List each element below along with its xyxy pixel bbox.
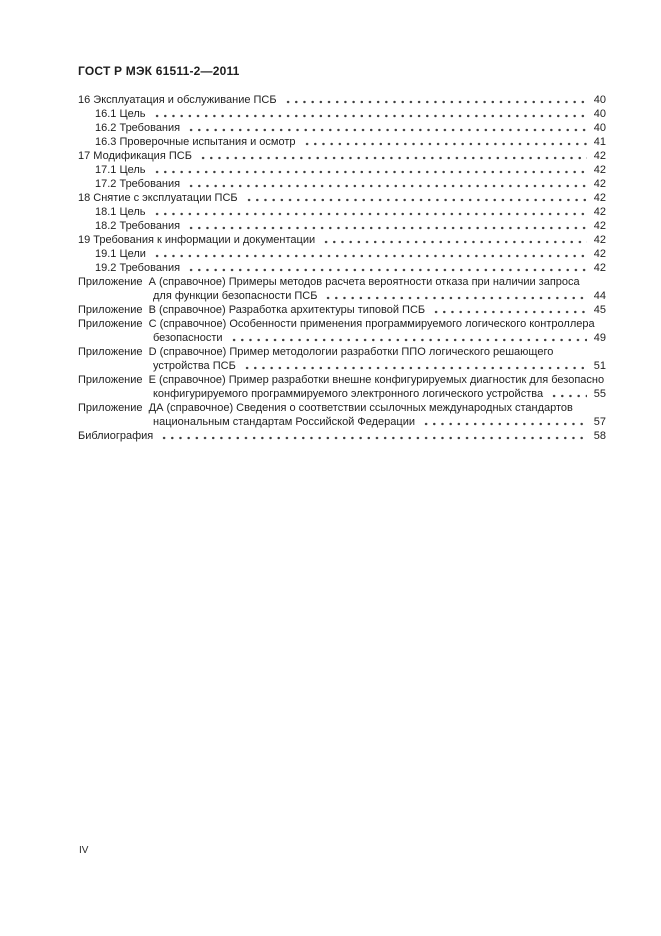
dot-leader bbox=[197, 149, 587, 163]
toc-entry bbox=[78, 247, 606, 261]
toc-page-number: 49 bbox=[593, 332, 606, 344]
toc-entry bbox=[78, 219, 606, 233]
toc-entry bbox=[78, 317, 606, 331]
toc-entry-label-continuation: безопасности bbox=[153, 332, 223, 344]
toc-entry-label-continuation: национальным стандартам Российской Федерации bbox=[153, 416, 415, 428]
toc-entry-label: 17.1 Цель bbox=[95, 164, 146, 176]
toc-entry-label: 16.2 Требования bbox=[95, 122, 181, 134]
toc-page-number: 42 bbox=[593, 150, 606, 162]
toc-entry-continuation bbox=[78, 289, 606, 303]
toc-entry bbox=[78, 345, 606, 359]
toc-page-number: 42 bbox=[593, 262, 606, 274]
toc-entry-label: Приложение А (справочное) Примеры методов расчета вероятности отказа при наличии запроса bbox=[78, 276, 580, 288]
toc-entry bbox=[78, 275, 606, 289]
toc-page-number: 42 bbox=[593, 248, 606, 260]
toc-entry-label: Приложение В (справочное) Разработка архитектуры типовой ПСБ bbox=[78, 304, 426, 316]
toc-entry bbox=[78, 205, 606, 219]
dot-leader bbox=[185, 121, 587, 135]
toc-page-number: 42 bbox=[593, 206, 606, 218]
toc-page-number: 55 bbox=[593, 388, 606, 400]
toc-page-number: 42 bbox=[593, 234, 606, 246]
toc-entry bbox=[78, 303, 606, 317]
toc-entry bbox=[78, 93, 606, 107]
dot-leader bbox=[243, 191, 587, 205]
dot-leader bbox=[301, 135, 587, 149]
dot-leader bbox=[322, 289, 587, 303]
document-header: ГОСТ Р МЭК 61511-2—2011 bbox=[78, 64, 240, 78]
toc-entry-label: 19.1 Цели bbox=[95, 248, 146, 260]
dot-leader bbox=[151, 163, 587, 177]
toc-entry-continuation bbox=[78, 359, 606, 373]
toc-entry-label: 16.1 Цель bbox=[95, 108, 146, 120]
toc-page-number: 51 bbox=[593, 360, 606, 372]
toc-entry-label: Приложение ДА (справочное) Сведения о соответствии ссылочных международных стандартов bbox=[78, 402, 573, 414]
toc-entry bbox=[78, 401, 606, 415]
toc-entry bbox=[78, 233, 606, 247]
toc-entry bbox=[78, 135, 606, 149]
dot-leader bbox=[430, 303, 587, 317]
toc-entry bbox=[78, 149, 606, 163]
toc-entry-label-continuation: для функции безопасности ПСБ bbox=[153, 290, 318, 302]
toc-page-number: 42 bbox=[593, 164, 606, 176]
table-of-contents bbox=[78, 93, 606, 443]
toc-page-number: 40 bbox=[593, 122, 606, 134]
dot-leader bbox=[185, 261, 587, 275]
toc-entry-label-continuation: конфигурируемого программируемого электронного логического устройства bbox=[153, 388, 544, 400]
toc-entry-label: Приложение С (справочное) Особенности применения программируемого логического контроллера bbox=[78, 318, 595, 330]
toc-page-number: 44 bbox=[593, 290, 606, 302]
dot-leader bbox=[320, 233, 587, 247]
dot-leader bbox=[185, 219, 587, 233]
toc-page-number: 42 bbox=[593, 192, 606, 204]
toc-entry bbox=[78, 177, 606, 191]
toc-entry-label: Библиография bbox=[78, 430, 154, 442]
toc-entry bbox=[78, 191, 606, 205]
dot-leader bbox=[158, 429, 587, 443]
dot-leader bbox=[185, 177, 587, 191]
toc-entry-label: 17.2 Требования bbox=[95, 178, 181, 190]
toc-entry-label: 18.2 Требования bbox=[95, 220, 181, 232]
toc-entry-label: 17 Модификация ПСБ bbox=[78, 150, 192, 162]
toc-page-number: 40 bbox=[593, 94, 606, 106]
toc-entry-continuation bbox=[78, 415, 606, 429]
dot-leader bbox=[420, 415, 587, 429]
toc-entry bbox=[78, 107, 606, 121]
toc-page-number: 58 bbox=[593, 430, 606, 442]
toc-entry-continuation bbox=[78, 387, 606, 401]
page-number-footer: IV bbox=[79, 845, 89, 856]
toc-entry-label: 16.3 Проверочные испытания и осмотр bbox=[95, 136, 296, 148]
toc-entry-label: Приложение Е (справочное) Пример разработки внешне конфигурируемых диагностик для безопасно bbox=[78, 374, 605, 386]
toc-entry bbox=[78, 373, 606, 387]
dot-leader bbox=[151, 205, 587, 219]
toc-entry-label-continuation: устройства ПСБ bbox=[153, 360, 236, 372]
dot-leader bbox=[228, 331, 587, 345]
toc-entry-label: 18.1 Цель bbox=[95, 206, 146, 218]
toc-entry bbox=[78, 261, 606, 275]
toc-entry-continuation bbox=[78, 331, 606, 345]
toc-entry bbox=[78, 429, 606, 443]
toc-entry bbox=[78, 163, 606, 177]
toc-page-number: 41 bbox=[593, 136, 606, 148]
toc-entry-label: 16 Эксплуатация и обслуживание ПСБ bbox=[78, 94, 277, 106]
dot-leader bbox=[282, 93, 587, 107]
toc-entry-label: Приложение D (справочное) Пример методологии разработки ППО логического решающего bbox=[78, 346, 554, 358]
toc-entry-label: 19.2 Требования bbox=[95, 262, 181, 274]
toc-page-number: 45 bbox=[593, 304, 606, 316]
toc-page-number: 57 bbox=[593, 416, 606, 428]
dot-leader bbox=[548, 387, 587, 401]
toc-page-number: 42 bbox=[593, 178, 606, 190]
toc-entry-label: 18 Снятие с эксплуатации ПСБ bbox=[78, 192, 238, 204]
dot-leader bbox=[241, 359, 587, 373]
toc-page-number: 40 bbox=[593, 108, 606, 120]
dot-leader bbox=[151, 107, 587, 121]
toc-page-number: 42 bbox=[593, 220, 606, 232]
dot-leader bbox=[151, 247, 587, 261]
toc-entry-label: 19 Требования к информации и документации bbox=[78, 234, 316, 246]
toc-entry bbox=[78, 121, 606, 135]
